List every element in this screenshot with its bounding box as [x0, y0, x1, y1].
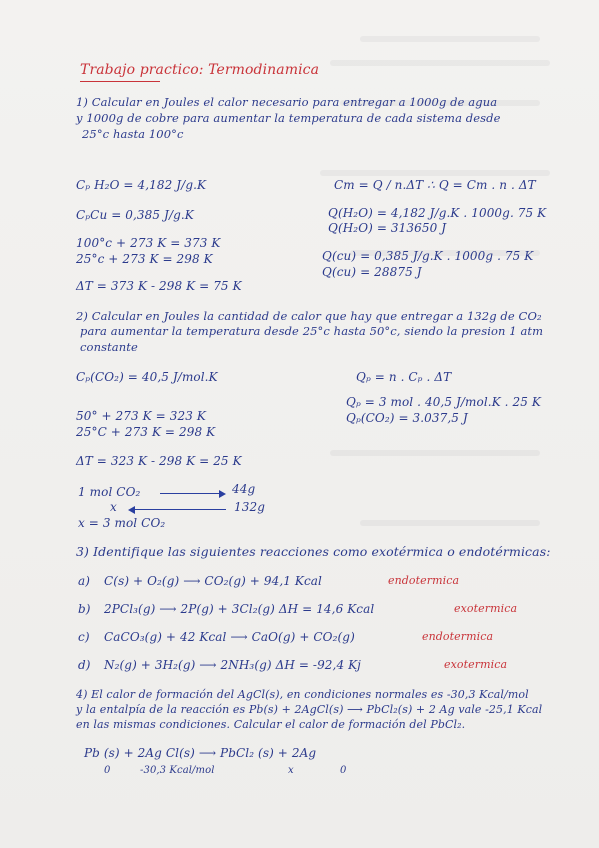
reaction-c-type: endotermica [422, 630, 494, 643]
cp-copper: CₚCu = 0,385 J/g.K [76, 208, 194, 222]
question-4-line-1: 4) El calor de formación del AgCl(s), en condiciones normales es -30,3 Kcal/mol [76, 688, 529, 701]
heat-formula: Cm = Q / n.ΔT ∴ Q = Cm . n . ΔT [334, 178, 536, 192]
qp-result: Qₚ(CO₂) = 3.037,5 J [346, 411, 468, 425]
right-arrow-icon [160, 493, 224, 494]
left-arrow-icon [130, 509, 226, 510]
kelvin-conversion-2: 25°c + 273 K = 298 K [76, 252, 213, 266]
co2-kelvin-1: 50° + 273 K = 323 K [76, 409, 206, 423]
question-2-line-2: para aumentar la temperatura desde 25°c hasta 50°c, siendo la presion 1 atm [80, 324, 544, 338]
reaction-d-equation: N₂(g) + 3H₂(g) ⟶ 2NH₃(g) ΔH = -92,4 Kj [104, 658, 361, 672]
page-title: Trabajo practico: Termodinamica [80, 62, 320, 78]
question-1-line-3: 25°c hasta 100°c [82, 127, 184, 141]
q4-value-ag: 0 [340, 765, 347, 776]
qp-calc: Qₚ = 3 mol . 40,5 J/mol.K . 25 K [346, 395, 541, 409]
q-water-result: Q(H₂O) = 313650 J [328, 221, 447, 235]
cp-co2: Cₚ(CO₂) = 40,5 J/mol.K [76, 370, 218, 384]
question-1-line-1: 1) Calcular en Joules el calor necesario para entregar a 1000g de agua [76, 95, 498, 109]
cp-water: Cₚ H₂O = 4,182 J/g.K [76, 178, 207, 192]
question-2-line-3: constante [80, 340, 138, 354]
q-copper-calc: Q(cu) = 0,385 J/g.K . 1000g . 75 K [322, 249, 534, 263]
q4-value-agcl: -30,3 Kcal/mol [140, 765, 215, 776]
mol-ratio-right: 44g [232, 482, 256, 496]
mol-unknown: x [110, 500, 117, 514]
q4-equation: Pb (s) + 2Ag Cl(s) ⟶ PbCl₂ (s) + 2Ag [84, 746, 317, 760]
reaction-a-equation: C(s) + O₂(g) ⟶ CO₂(g) + 94,1 Kcal [104, 574, 322, 588]
kelvin-conversion-1: 100°c + 273 K = 373 K [76, 236, 221, 250]
q-copper-result: Q(cu) = 28875 J [322, 265, 422, 279]
reaction-a-type: endotermica [388, 574, 460, 587]
delta-t: ΔT = 373 K - 298 K = 75 K [76, 279, 242, 293]
reaction-d-type: exotermica [444, 658, 508, 671]
bleed-through-line [330, 60, 550, 66]
q4-value-pbcl2: x [288, 765, 294, 776]
reaction-d-label: d) [78, 658, 91, 672]
co2-delta-t: ΔT = 323 K - 298 K = 25 K [76, 454, 242, 468]
reaction-a-label: a) [78, 574, 91, 588]
reaction-c-label: c) [78, 630, 90, 644]
question-3: 3) Identifique las siguientes reacciones como exotérmica o endotérmicas: [76, 544, 551, 559]
co2-kelvin-2: 25°C + 273 K = 298 K [76, 425, 216, 439]
question-4-line-2: y la entalpía de la reacción es Pb(s) + 2AgCl(s) ⟶ PbCl₂(s) + 2 Ag vale -25,1 Kcal [76, 703, 543, 716]
qp-formula: Qₚ = n . Cₚ . ΔT [356, 370, 452, 384]
bleed-through-line [320, 170, 550, 176]
title-underline [80, 81, 160, 82]
question-1-line-2: y 1000g de cobre para aumentar la temperatura de cada sistema desde [76, 111, 501, 125]
reaction-b-equation: 2PCl₃(g) ⟶ 2P(g) + 3Cl₂(g) ΔH = 14,6 Kcal [104, 602, 375, 616]
bleed-through-line [360, 520, 540, 526]
mol-given: 132g [234, 500, 265, 514]
reaction-b-label: b) [78, 602, 91, 616]
mol-ratio-left: 1 mol CO₂ [78, 485, 141, 499]
bleed-through-line [360, 36, 540, 42]
question-4-line-3: en las mismas condiciones. Calcular el calor de formación del PbCl₂. [76, 718, 466, 731]
q-water-calc: Q(H₂O) = 4,182 J/g.K . 1000g. 75 K [328, 206, 547, 220]
reaction-c-equation: CaCO₃(g) + 42 Kcal ⟶ CaO(g) + CO₂(g) [104, 630, 355, 644]
q4-value-pb: 0 [104, 765, 111, 776]
reaction-b-type: exotermica [454, 602, 518, 615]
bleed-through-line [330, 450, 540, 456]
question-2-line-1: 2) Calcular en Joules la cantidad de calor que hay que entregar a 132g de CO₂ [76, 309, 542, 323]
mol-result: x = 3 mol CO₂ [78, 516, 166, 530]
